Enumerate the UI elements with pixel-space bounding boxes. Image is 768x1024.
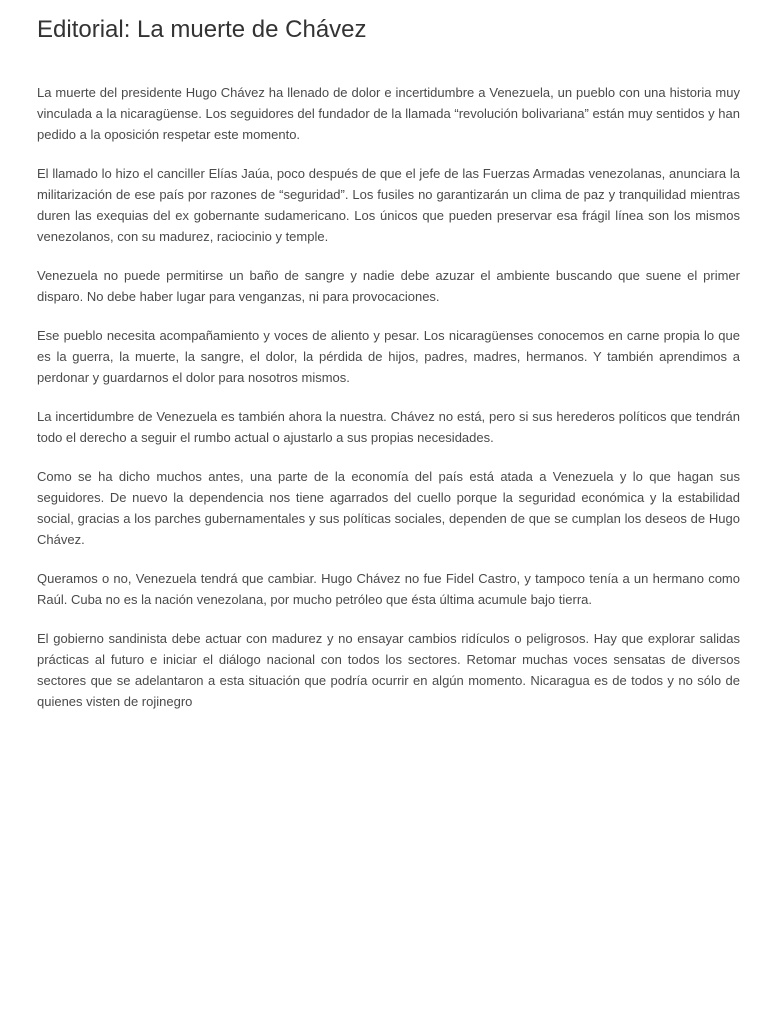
article-paragraph-2: El llamado lo hizo el canciller Elías Jaúa, poco después de que el jefe de las Fuerzas Armadas venezolanas, anunciara la militarización de ese país por razones de “seguridad”. Los fusiles no garantizarán un clima de paz y tranquilidad mientras duren las exequias del ex gobernante sudamericano. Los únicos que pueden preservar esa frágil línea son los mismos venezolanos, con su madurez, raciocinio y temple. <box>37 166 740 244</box>
article <box>37 14 740 730</box>
page-title: Editorial: La muerte de Chávez <box>37 16 367 43</box>
article-paragraph-7: Queramos o no, Venezuela tendrá que cambiar. Hugo Chávez no fue Fidel Castro, y tampoco tenía a un hermano como Raúl. Cuba no es la nación venezolana, por mucho petróleo que ésta última acumule bajo tierra. <box>37 571 740 607</box>
article-paragraph-6: Como se ha dicho muchos antes, una parte de la economía del país está atada a Venezuela y lo que hagan sus seguidores. De nuevo la dependencia nos tiene agarrados del cuello porque la seguridad económica y la estabilidad social, gracias a los parches gubernamentales y sus políticas sociales, dependen de que se cumplan los deseos de Hugo Chávez. <box>37 469 740 547</box>
article-paragraph-5: La incertidumbre de Venezuela es también ahora la nuestra. Chávez no está, pero si sus herederos políticos que tendrán todo el derecho a seguir el rumbo actual o ajustarlo a sus propias necesidades. <box>37 409 740 445</box>
article-body <box>37 82 740 712</box>
article-paragraph-1: La muerte del presidente Hugo Chávez ha llenado de dolor e incertidumbre a Venezuela, un pueblo con una historia muy vinculada a la nicaragüense. Los seguidores del fundador de la llamada “revolución bolivariana” están muy sentidos y han pedido a la oposición respetar este momento. <box>37 85 740 142</box>
article-paragraph-4: Ese pueblo necesita acompañamiento y voces de aliento y pesar. Los nicaragüenses conocemos en carne propia lo que es la guerra, la muerte, la sangre, el dolor, la pérdida de hijos, padres, madres, hermanos. Y también aprendimos a perdonar y guardarnos el dolor para nosotros mismos. <box>37 328 740 385</box>
article-paragraph-3: Venezuela no puede permitirse un baño de sangre y nadie debe azuzar el ambiente buscando que suene el primer disparo. No debe haber lugar para venganzas, ni para provocaciones. <box>37 268 740 304</box>
article-paragraph-8: El gobierno sandinista debe actuar con madurez y no ensayar cambios ridículos o peligrosos. Hay que explorar salidas prácticas al futuro e iniciar el diálogo nacional con todos los sectores. Retomar muchas voces sensatas de diversos sectores que se adelantaron a esta situación que podría ocurrir en algún momento. Nicaragua es de todos y no sólo de quienes visten de rojinegro <box>37 631 740 709</box>
